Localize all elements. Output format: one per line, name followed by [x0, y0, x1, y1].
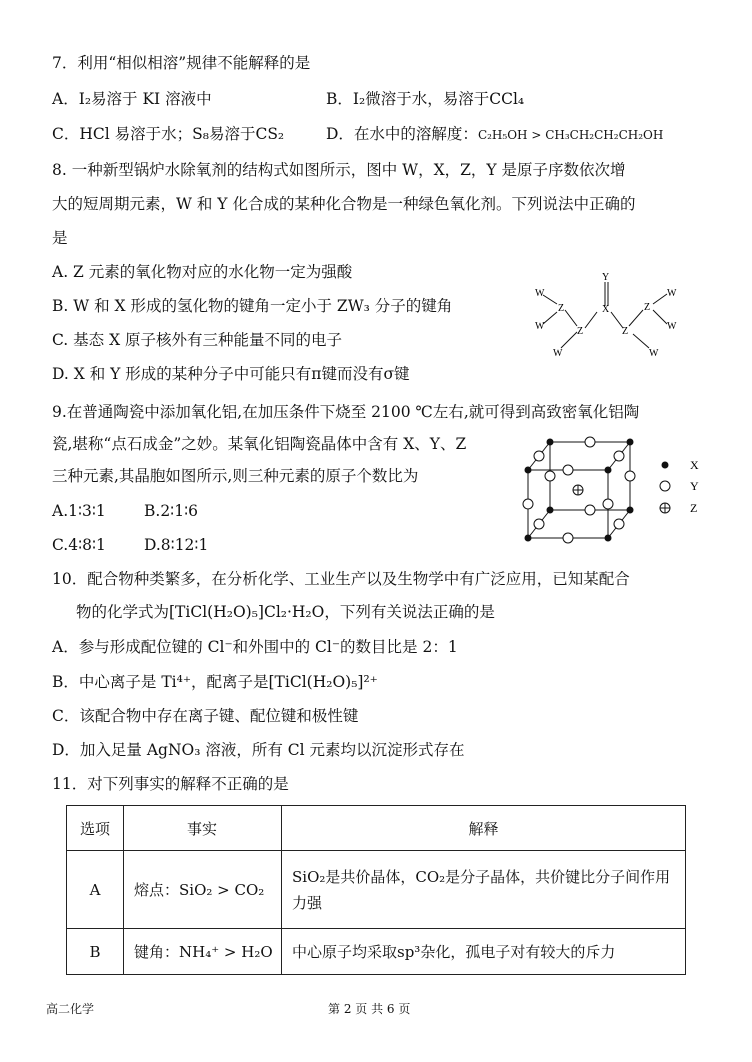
table-row: [67, 851, 686, 929]
q10-option-c: C．该配合物中存在离子键、配位键和极性键: [52, 707, 359, 725]
q10-stem-line2: 物的化学式为[TiCl(H₂O)₅]Cl₂·H₂O，下列有关说法正确的是: [76, 603, 495, 621]
fig-w-label: W: [535, 288, 545, 299]
q8-stem-line2: 大的短周期元素，W 和 Y 化合成的某种化合物是一种绿色氧化剂。下列说法中正确的: [52, 195, 636, 213]
table-header-row: [67, 806, 686, 851]
q8-option-a: A. Z 元素的氧化物对应的水化物一定为强酸: [52, 263, 353, 281]
q10-option-b: B．中心离子是 Ti⁴⁺，配离子是[TiCl(H₂O)₅]²⁺: [52, 673, 378, 691]
fig-x-label: X: [602, 304, 610, 315]
q7-option-d-label: D．在水中的溶解度：: [326, 125, 478, 143]
q9-option-c: C.4∶8∶1: [52, 536, 106, 554]
q9-option-a: A.1∶3∶1: [52, 502, 106, 520]
header-fact: 事实: [124, 806, 282, 851]
q7-option-c: C．HCl 易溶于水；S₈易溶于CS₂: [52, 125, 285, 143]
footer-subject: 高二化学: [46, 1002, 95, 1016]
q7-option-d-formula: C₂H₅OH > CH₃CH₂CH₂CH₂OH: [477, 128, 664, 142]
q9-option-b: B.2∶1∶6: [144, 502, 198, 520]
q10-option-a: A．参与形成配位键的 Cl⁻和外围中的 Cl⁻的数目比是 2：1: [52, 638, 458, 656]
q9-unit-cell-figure: [520, 432, 720, 544]
row-option: A: [67, 851, 124, 929]
header-option: 选项: [67, 806, 124, 851]
q7-option-d: [326, 124, 663, 145]
q11-stem: 11．对下列事实的解释不正确的是: [52, 775, 289, 793]
q9-stem-line2: 瓷,堪称“点石成金”之妙。某氧化铝陶瓷晶体中含有 X、Y、Z: [52, 435, 467, 453]
fig-w-label: W: [667, 288, 677, 299]
fig-y-label: Y: [602, 272, 610, 283]
footer-page-number: 第 2 页 共 6 页: [328, 1002, 411, 1016]
fig-w-label: W: [667, 321, 677, 332]
legend-x-label: X: [690, 458, 699, 472]
legend-y-label: Y: [690, 479, 699, 493]
q7-option-a: A．I₂易溶于 KI 溶液中: [52, 90, 212, 108]
q8-structure-figure: [525, 266, 695, 366]
row-option: B: [67, 929, 124, 975]
fig-z-label: Z: [644, 302, 651, 313]
row-explanation: SiO₂是共价晶体，CO₂是分子晶体，共价键比分子间作用力强: [282, 851, 686, 929]
fig-z-label: Z: [558, 303, 565, 314]
legend-z-label: Z: [690, 501, 698, 515]
q10-stem-line1: 10．配合物种类繁多，在分析化学、工业生产以及生物学中有广泛应用，已知某配合: [52, 570, 630, 588]
q8-option-d: D. X 和 Y 形成的某种分子中可能只有π键而没有σ键: [52, 365, 410, 383]
q7-stem: 7．利用“相似相溶”规律不能解释的是: [52, 54, 311, 72]
q11-table: [66, 805, 686, 975]
row-fact: 熔点：SiO₂ > CO₂: [124, 851, 282, 929]
q8-option-c: C. 基态 X 原子核外有三种能量不同的电子: [52, 331, 343, 349]
row-explanation: 中心原子均采取sp³杂化，孤电子对有较大的斥力: [282, 929, 686, 975]
q10-option-d: D．加入足量 AgNO₃ 溶液，所有 Cl 元素均以沉淀形式存在: [52, 741, 465, 759]
fig-w-label: W: [649, 348, 659, 359]
q9-option-d: D.8∶12∶1: [144, 536, 209, 554]
q8-stem-line3: 是: [52, 229, 68, 247]
table-row: [67, 929, 686, 975]
q8-option-b: B. W 和 X 形成的氢化物的键角一定小于 ZW₃ 分子的键角: [52, 297, 453, 315]
q9-stem-line3: 三种元素,其晶胞如图所示,则三种元素的原子个数比为: [52, 467, 419, 485]
fig-z-label: Z: [577, 326, 584, 337]
fig-w-label: W: [553, 348, 563, 359]
q8-stem-line1: 8. 一种新型锅炉水除氧剂的结构式如图所示，图中 W，X，Z，Y 是原子序数依次增: [52, 161, 626, 179]
q7-option-b: B．I₂微溶于水，易溶于CCl₄: [326, 90, 525, 108]
header-explanation: 解释: [282, 806, 686, 851]
fig-w-label: W: [535, 321, 545, 332]
row-fact: 键角：NH₄⁺ > H₂O: [124, 929, 282, 975]
q9-stem-line1: 9.在普通陶瓷中添加氧化铝,在加压条件下烧至 2100 ℃左右,就可得到高致密氧化铝陶: [52, 403, 640, 421]
fig-z-label: Z: [622, 326, 629, 337]
